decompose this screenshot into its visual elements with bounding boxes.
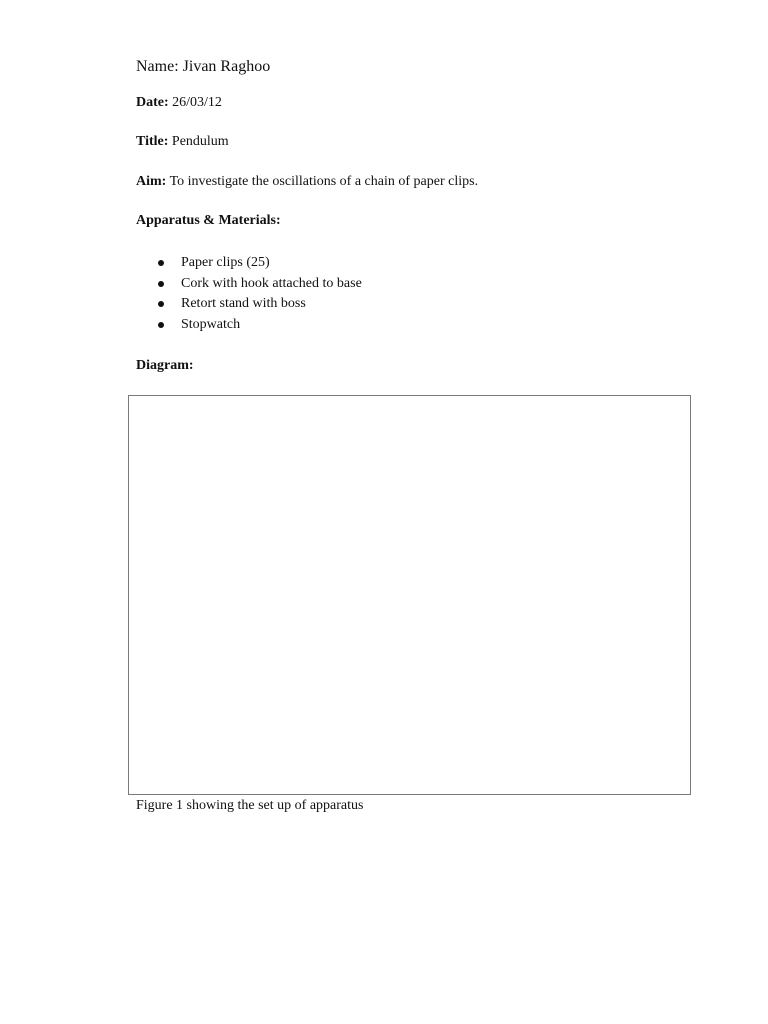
aim-value: To investigate the oscillations of a chain of paper clips. [169,174,479,189]
materials-list-item [158,253,362,274]
material-text: Paper clips (25) [181,255,270,270]
date-line [136,94,222,112]
title-value: Pendulum [171,134,229,149]
materials-list-item [158,274,362,295]
bullet-icon [158,301,164,307]
name-label: Name: [136,58,179,75]
material-text: Stopwatch [181,316,241,332]
diagram-placeholder-box [128,395,691,795]
materials-list-item [158,315,362,336]
material-text: Retort stand with boss [181,296,306,311]
bullet-icon [158,281,164,287]
aim-label: Aim: [136,174,167,189]
student-name: Jivan Raghoo [182,58,271,75]
bullet-icon [158,260,164,266]
date-value: 26/03/12 [172,95,222,110]
materials-list-item [158,294,362,315]
apparatus-heading: Apparatus & Materials: [136,213,281,228]
bullet-icon [158,322,164,328]
materials-list [158,253,362,335]
diagram-heading: Diagram: [136,358,194,373]
title-line [136,133,229,151]
aim-line [136,173,478,191]
date-label: Date: [136,95,169,110]
student-name-line [136,57,270,77]
title-label: Title: [136,134,169,149]
figure-caption: Figure 1 showing the set up of apparatus [136,798,364,813]
material-text: Cork with hook attached to base [181,275,362,291]
